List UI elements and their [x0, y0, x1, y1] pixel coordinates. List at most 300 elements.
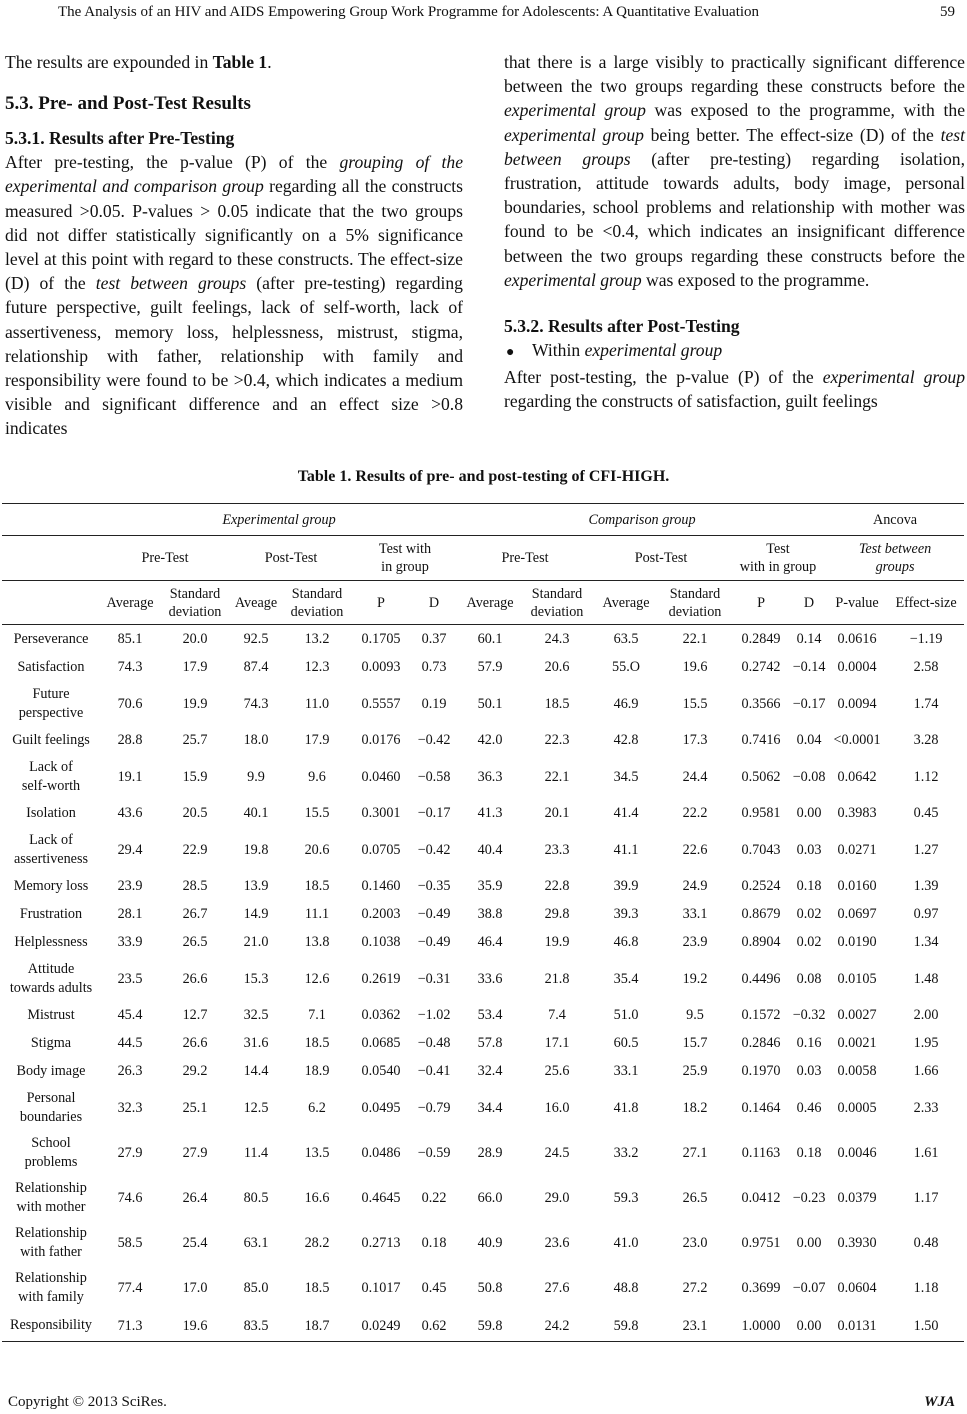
table-group-header-row: [2, 504, 964, 536]
table-cell: 11.4: [243, 1144, 269, 1161]
table-cell: 0.8679: [741, 906, 781, 922]
table-cell: 12.5: [243, 1099, 269, 1116]
header-pre-test-comparison: Pre-Test: [458, 536, 592, 581]
table-cell: 0.0616: [837, 631, 877, 647]
table-cell: 0.1163: [741, 1144, 781, 1161]
col-average: Aveage: [230, 581, 282, 625]
table-cell: 0.0131: [826, 1310, 888, 1342]
table-cell: 9.6: [308, 768, 326, 785]
table-row: [2, 827, 964, 872]
table-cell: 11.1: [304, 906, 330, 922]
table-row: [2, 653, 964, 681]
table-row: [2, 799, 964, 827]
table-cell: 0.0160: [837, 878, 877, 894]
table-cell: 2.00: [913, 1007, 939, 1023]
table-cell: 20.0: [182, 631, 208, 647]
table-cell: 17.1: [544, 1035, 570, 1051]
col-p: P: [730, 581, 792, 625]
table-cell: 0.0093: [361, 659, 401, 675]
table-cell: 1.0000: [730, 1310, 792, 1342]
table-cell: 12.7: [182, 1007, 208, 1023]
table-cell: 33.2: [613, 1144, 639, 1161]
table-cell: 0.3001: [361, 805, 401, 821]
table-cell: 22.2: [682, 805, 708, 821]
table-cell: 59.8: [458, 1310, 522, 1342]
table-cell: 27.6: [544, 1279, 570, 1296]
table-cell: 18.2: [682, 1099, 708, 1116]
table-cell: 12.3: [304, 659, 330, 675]
table-cell: 48.8: [613, 1279, 639, 1296]
table-cell: 29.8: [544, 906, 570, 922]
table-cell: 24.9: [682, 878, 708, 894]
table-cell: −0.79: [417, 1099, 451, 1116]
posttest-paragraph: After post-testing, the p-value (P) of the experimental group regarding the constructs of satisfaction, guilt feelings: [504, 367, 966, 412]
table-cell: 33.1: [613, 1063, 639, 1079]
table-cell: 0.2713: [361, 1234, 401, 1251]
table-cell: 25.7: [182, 732, 208, 748]
table-row: [2, 1057, 964, 1085]
table-cell: 25.4: [182, 1234, 208, 1251]
table-cell: 26.5: [682, 1189, 708, 1206]
table-cell: 33.9: [117, 934, 143, 950]
table-cell: 0.0176: [361, 732, 401, 748]
table-cell: 57.9: [477, 659, 503, 675]
table-cell: 18.5: [304, 1279, 330, 1296]
table-cell: 1.50: [888, 1310, 964, 1342]
table-cell: 0.2619: [361, 970, 401, 987]
table-cell: 0.3983: [837, 805, 877, 821]
table-cell: 71.3: [100, 1310, 160, 1342]
table-caption: Table 1. Results of pre- and post-testing of CFI-HIGH.: [297, 468, 670, 485]
table-cell: 9.9: [247, 768, 265, 785]
table-cell: 0.7416: [741, 732, 781, 748]
table-row: [2, 1220, 964, 1265]
table-cell: 20.1: [544, 805, 570, 821]
table-cell: 0.97: [913, 906, 939, 922]
table-cell: 26.3: [117, 1063, 143, 1079]
table-cell: 20.6: [544, 659, 570, 675]
table-cell: 0.48: [913, 1234, 939, 1251]
col-effect-size: Effect-size: [888, 581, 964, 625]
table-cell: 0.0460: [361, 768, 401, 785]
table-cell: 17.9: [304, 732, 330, 748]
table-cell: 50.1: [477, 695, 503, 712]
left-column: [5, 50, 463, 441]
table-reference[interactable]: Table 1: [212, 52, 268, 72]
table-cell: 0.02: [796, 934, 822, 950]
header-comparison-group: Comparison group: [458, 504, 826, 536]
table-cell: 0.2742: [741, 659, 781, 675]
table-cell: −0.48: [417, 1035, 451, 1051]
table-cell: 0.18: [421, 1234, 447, 1251]
table-cell: 41.0: [613, 1234, 639, 1251]
table-cell: −0.17: [792, 695, 826, 712]
row-label: Lack of self-worth: [21, 758, 81, 794]
row-label: Memory loss: [13, 877, 89, 894]
row-label: Personal boundaries: [19, 1089, 83, 1125]
table-cell: 28.8: [117, 732, 143, 748]
row-label: Stigma: [30, 1034, 72, 1051]
table-cell: 21.0: [243, 934, 269, 950]
table-cell: −0.59: [417, 1144, 451, 1161]
table-cell: 19.6: [160, 1310, 230, 1342]
table-cell: 26.6: [182, 970, 208, 987]
table-row: [2, 681, 964, 726]
table-cell: 22.1: [544, 768, 570, 785]
table-cell: 0.3930: [837, 1234, 877, 1251]
table-cell: 0.16: [796, 1035, 822, 1051]
table-cell: 16.6: [304, 1189, 330, 1206]
table-cell: 40.9: [477, 1234, 503, 1251]
pretest-paragraph: After pre-testing, the p-value (P) of the grouping of the experimental and comparison group regarding all the constructs measured >0.05. P-values > 0.05 indicate that the two groups did not differ statistically significantly on a 5% significance level at this point with regard to these constructs. The effect-size (D) of the test between groups (after pre-testing) regarding future perspective, guilt feelings, lack of self-worth, lack of assertiveness, memory loss, helplessness, mistrust, stigma, relationship with father, relationship with family and responsibility were found to be >0.4, which indicates a medium visible and significant difference and an effect size >0.8 indicates: [5, 152, 464, 439]
table-cell: 53.4: [477, 1007, 503, 1023]
table-cell: 0.0094: [837, 695, 877, 712]
table-cell: 26.5: [182, 934, 208, 950]
table-cell: 29.0: [544, 1189, 570, 1206]
table-cell: 19.1: [117, 768, 143, 785]
table-cell: 74.6: [117, 1189, 143, 1206]
table-cell: 83.5: [230, 1310, 282, 1342]
table-cell: 23.9: [682, 934, 708, 950]
table-cell: 0.0271: [837, 841, 877, 858]
table-cell: 26.7: [182, 906, 208, 922]
table-cell: 57.8: [477, 1035, 503, 1051]
table-cell: 0.0004: [837, 659, 877, 675]
table-cell: 28.2: [304, 1234, 330, 1251]
table-cell: 1.61: [913, 1144, 939, 1161]
table-cell: −0.14: [792, 659, 826, 675]
table-cell: 27.2: [682, 1279, 708, 1296]
table-cell: 28.5: [182, 878, 208, 894]
table-cell: 15.5: [682, 695, 708, 712]
col-d: D: [792, 581, 826, 625]
table-cell: 23.1: [660, 1310, 730, 1342]
table-cell: 0.04: [796, 732, 822, 748]
table-cell: 0.0685: [361, 1035, 401, 1051]
table-cell: 59.8: [592, 1310, 660, 1342]
table-cell: 0.0105: [837, 970, 877, 987]
table-cell: 66.0: [477, 1189, 503, 1206]
table-cell: −0.17: [417, 805, 451, 821]
table-cell: 2.33: [913, 1099, 939, 1116]
table-cell: 27.1: [682, 1144, 708, 1161]
table-cell: 2.58: [913, 659, 939, 675]
table-cell: 40.4: [477, 841, 503, 858]
table-cell: −1.02: [417, 1007, 451, 1023]
table-cell: 87.4: [243, 659, 269, 675]
table-cell: 0.0705: [361, 841, 401, 858]
table-cell: 19.9: [182, 695, 208, 712]
table-cell: 0.18: [796, 878, 822, 894]
table-cell: 0.3566: [741, 695, 781, 712]
table-cell: 25.6: [544, 1063, 570, 1079]
table-cell: 0.00: [796, 805, 822, 821]
table-row: [2, 956, 964, 1001]
table-cell: −0.08: [792, 768, 826, 785]
table-cell: 18.5: [544, 695, 570, 712]
row-label: Guilt feelings: [12, 731, 90, 748]
bullet-item: ● Within experimental group: [504, 338, 965, 365]
table-row: [2, 872, 964, 900]
table-cell: 14.4: [243, 1063, 269, 1079]
table-cell: 18.5: [304, 878, 330, 894]
table-cell: −0.32: [792, 1007, 826, 1023]
table-cell: 14.9: [243, 906, 269, 922]
table-cell: 1.48: [913, 970, 939, 987]
table-cell: 0.37: [421, 631, 447, 647]
row-label: Relationship with father: [15, 1224, 87, 1260]
table-cell: 34.4: [477, 1099, 503, 1116]
col-p-value: P-value: [826, 581, 888, 625]
table-cell: 17.0: [182, 1279, 208, 1296]
table-cell: 51.0: [613, 1007, 639, 1023]
table-cell: 29.4: [117, 841, 143, 858]
row-label: School problems: [24, 1134, 78, 1170]
table-cell: 27.9: [117, 1144, 143, 1161]
table-cell: 0.14: [796, 631, 822, 647]
col-average: Average: [458, 581, 522, 625]
journal-abbreviation: WJA: [924, 1394, 955, 1410]
table-row: [2, 928, 964, 956]
table-cell: 0.0495: [361, 1099, 401, 1116]
table-cell: 0.2524: [741, 878, 781, 894]
table-cell: 36.3: [477, 768, 503, 785]
table-cell: 23.5: [117, 970, 143, 987]
table-cell: 0.46: [796, 1099, 822, 1116]
table-cell: 85.0: [243, 1279, 269, 1296]
table-cell: 19.2: [682, 970, 708, 987]
table-cell: 0.0379: [837, 1189, 877, 1206]
table-cell: −0.42: [417, 732, 451, 748]
table-cell: 44.5: [117, 1035, 143, 1051]
table-cell: 0.2003: [361, 906, 401, 922]
row-label: Body image: [16, 1062, 86, 1079]
table-cell: 0.45: [421, 1279, 447, 1296]
table-cell: 58.5: [117, 1234, 143, 1251]
table-cell: 77.4: [117, 1279, 143, 1296]
table-cell: 0.1705: [361, 631, 401, 647]
header-test-within-group-exp: Test with in group: [352, 536, 458, 581]
col-standard-deviation: Standard deviation: [282, 581, 352, 625]
table-cell: 42.0: [477, 732, 503, 748]
table-cell: 45.4: [117, 1007, 143, 1023]
table-cell: 0.0021: [837, 1035, 877, 1051]
table-cell: 33.6: [477, 970, 503, 987]
intro-paragraph: The results are expounded in Table 1.: [5, 52, 272, 72]
row-label: Responsibility: [2, 1310, 100, 1342]
table-cell: 0.45: [913, 805, 939, 821]
table-row: [2, 1001, 964, 1029]
table-row: [2, 625, 964, 654]
table-cell: 0.03: [796, 1063, 822, 1079]
row-label: Attitude towards adults: [9, 960, 93, 996]
col-average: Average: [592, 581, 660, 625]
table-cell: 1.27: [913, 841, 939, 858]
row-label: Relationship with family: [15, 1269, 87, 1305]
table-cell: 41.1: [613, 841, 639, 858]
table-cell: −0.49: [417, 906, 451, 922]
table-cell: 13.2: [304, 631, 330, 647]
table-cell: 0.0486: [361, 1144, 401, 1161]
right-column: [504, 50, 965, 414]
table-cell: 22.6: [682, 841, 708, 858]
header-post-test-comparison: Post-Test: [592, 536, 730, 581]
table-cell: 21.8: [544, 970, 570, 987]
table-cell: 35.4: [613, 970, 639, 987]
table-row: [2, 1029, 964, 1057]
table-subheader-row: [2, 536, 964, 581]
table-cell: −0.49: [417, 934, 451, 950]
table-cell: 0.08: [796, 970, 822, 987]
table-cell: 0.0249: [352, 1310, 410, 1342]
table-cell: 13.9: [243, 878, 269, 894]
table-cell: 0.0058: [837, 1063, 877, 1079]
table-cell: 29.2: [182, 1063, 208, 1079]
table-cell: 0.0412: [741, 1189, 781, 1206]
table-cell: 63.5: [613, 631, 639, 647]
table-cell: 0.03: [796, 841, 822, 858]
row-label: Frustration: [19, 905, 83, 922]
table-cell: 1.95: [913, 1035, 939, 1051]
table-cell: −0.07: [792, 1279, 826, 1296]
table-cell: <0.0001: [833, 732, 881, 748]
table-cell: 60.1: [477, 631, 503, 647]
table-cell: 15.5: [304, 805, 330, 821]
table-cell: 23.9: [117, 878, 143, 894]
table-cell: 0.7043: [741, 841, 781, 858]
row-label: Satisfaction: [17, 658, 85, 675]
table-row: [2, 1265, 964, 1310]
table-cell: 18.9: [304, 1063, 330, 1079]
table-cell: 11.0: [304, 695, 330, 712]
table-cell: 31.6: [243, 1035, 269, 1051]
table-cell: 23.6: [544, 1234, 570, 1251]
table-cell: 13.8: [304, 934, 330, 950]
table-cell: 0.8904: [741, 934, 781, 950]
table-cell: 20.6: [304, 841, 330, 858]
table-cell: 92.5: [243, 631, 269, 647]
row-label: Isolation: [26, 804, 76, 821]
table-cell: −0.35: [417, 878, 451, 894]
table-cell: 0.4645: [361, 1189, 401, 1206]
table-cell: 1.18: [913, 1279, 939, 1296]
table-cell: 0.9581: [741, 805, 781, 821]
running-head: [0, 4, 967, 26]
col-standard-deviation: Standard deviation: [660, 581, 730, 625]
row-label: Mistrust: [27, 1006, 75, 1023]
table-cell: 27.9: [182, 1144, 208, 1161]
table-cell: 1.12: [913, 768, 939, 785]
table-cell: 1.34: [913, 934, 939, 950]
table-cell: 41.4: [613, 805, 639, 821]
table-cell: 7.1: [308, 1007, 326, 1023]
header-pre-test: Pre-Test: [100, 536, 230, 581]
table-cell: 74.3: [243, 695, 269, 712]
bullet-icon: ●: [506, 345, 515, 361]
table-row: [2, 754, 964, 799]
table-cell: 13.5: [304, 1144, 330, 1161]
table-cell: 17.9: [182, 659, 208, 675]
table-cell: 40.1: [243, 805, 269, 821]
table-cell: 0.0642: [837, 768, 877, 785]
table-cell: 23.0: [682, 1234, 708, 1251]
table-cell: −0.23: [792, 1189, 826, 1206]
table-cell: 35.9: [477, 878, 503, 894]
table-cell: −0.58: [417, 768, 451, 785]
table-cell: 70.6: [117, 695, 143, 712]
row-label: Perseverance: [13, 630, 89, 647]
table-cell: −0.41: [417, 1063, 451, 1079]
table-cell: 26.4: [182, 1189, 208, 1206]
table-row: [2, 726, 964, 754]
table-cell: 18.5: [304, 1035, 330, 1051]
table-row: [2, 1085, 964, 1130]
table-cell: 0.9751: [741, 1234, 781, 1251]
table-cell: 0.5557: [361, 695, 401, 712]
table-cell: 0.1464: [741, 1099, 781, 1116]
results-table: [2, 503, 964, 1342]
table-row: [2, 1130, 964, 1175]
table-cell: 17.3: [682, 732, 708, 748]
header-ancova: Ancova: [826, 504, 964, 536]
table-cell: 22.1: [682, 631, 708, 647]
section-heading-5-3: 5.3. Pre- and Post-Test Results: [5, 93, 251, 115]
table-cell: 39.3: [613, 906, 639, 922]
table-row: [2, 1310, 964, 1342]
section-heading-5-3-2: 5.3.2. Results after Post-Testing: [504, 316, 740, 337]
table-cell: 0.5062: [741, 768, 781, 785]
table-cell: 0.62: [410, 1310, 458, 1342]
table-cell: 60.5: [613, 1035, 639, 1051]
table-cell: 1.17: [913, 1189, 939, 1206]
table-cell: 18.7: [282, 1310, 352, 1342]
page-number: 59: [940, 4, 955, 20]
table-cell: 0.18: [796, 1144, 822, 1161]
table-cell: 0.0362: [361, 1007, 401, 1023]
table-cell: 22.3: [544, 732, 570, 748]
table-cell: 0.1038: [361, 934, 401, 950]
table-cell: 46.4: [477, 934, 503, 950]
table-cell: 0.73: [421, 659, 447, 675]
table-cell: 74.3: [117, 659, 143, 675]
table-cell: 1.66: [913, 1063, 939, 1079]
table-cell: 42.8: [613, 732, 639, 748]
table-cell: 0.0005: [837, 1099, 877, 1116]
table-cell: 23.3: [544, 841, 570, 858]
row-label: Future perspective: [18, 685, 84, 721]
table-cell: 0.0697: [837, 906, 877, 922]
table-cell: 50.8: [477, 1279, 503, 1296]
table-cell: 46.8: [613, 934, 639, 950]
header-post-test: Post-Test: [230, 536, 352, 581]
col-d: D: [410, 581, 458, 625]
table-cell: 28.1: [117, 906, 143, 922]
table-cell: 0.0604: [837, 1279, 877, 1296]
table-cell: 46.9: [613, 695, 639, 712]
table-cell: 7.4: [548, 1007, 566, 1023]
table-column-header-row: [2, 581, 964, 625]
col-average: Average: [100, 581, 160, 625]
table-cell: 15.9: [182, 768, 208, 785]
table-cell: 59.3: [613, 1189, 639, 1206]
table-cell: 0.00: [796, 1234, 822, 1251]
table-body: [2, 625, 964, 1342]
table-cell: 25.9: [682, 1063, 708, 1079]
table-cell: 24.5: [544, 1144, 570, 1161]
pretest-paragraph-continued: that there is a large visibly to practically significant difference between the two groups regarding these constructs before the experimental group was exposed to the programme, with the experimental group being better. The effect-size (D) of the test between groups (after pre-testing) regarding isolation, frustration, attitude towards adults, body image, personal boundaries, school problems and relationship with mother was found to be <0.4, which indicates an insignificant difference between the two groups regarding these constructs before the experimental group was exposed to the programme.: [504, 52, 965, 290]
table-cell: 1.74: [913, 695, 939, 712]
row-label: Relationship with mother: [15, 1179, 87, 1215]
